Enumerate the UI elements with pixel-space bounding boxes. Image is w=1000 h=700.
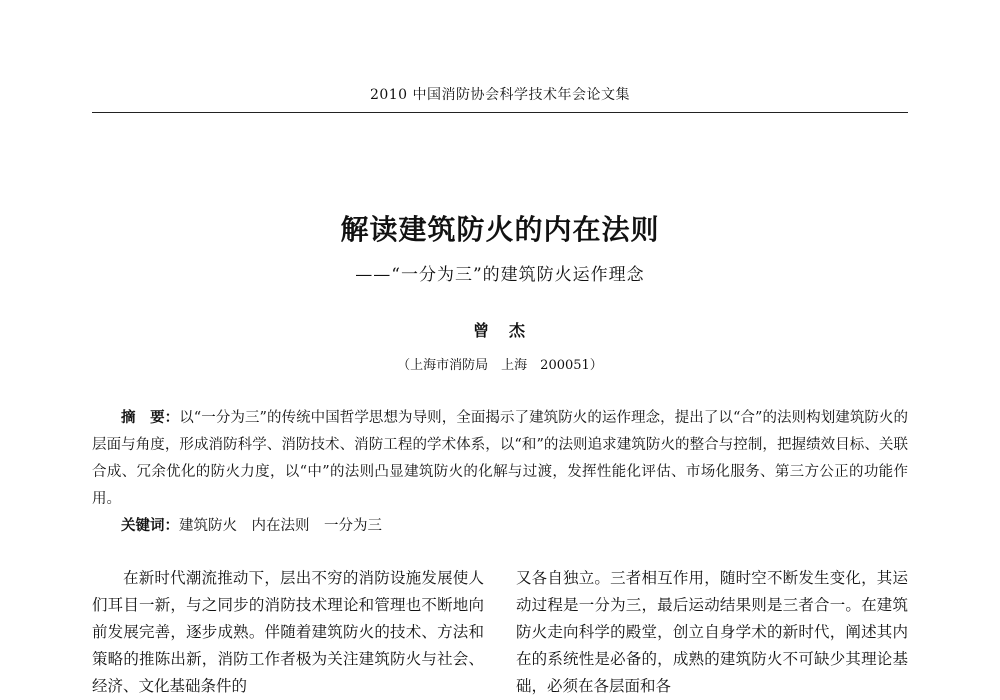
abstract xyxy=(92,404,908,513)
author-affiliation: （上海市消防局 上海 200051） xyxy=(397,358,603,373)
header-rule xyxy=(92,112,908,113)
article-subtitle: ——“一分为三”的建筑防火运作理念 xyxy=(355,265,645,285)
keywords-text: 建筑防火 内在法则 一分为三 xyxy=(179,518,382,534)
abstract-label: 摘 要： xyxy=(121,409,180,426)
article-title: 解读建筑防火的内在法则 xyxy=(340,213,660,246)
running-header: 2010 中国消防协会科学技术年会论文集 xyxy=(369,87,631,103)
keywords-label: 关键词： xyxy=(121,517,179,534)
body-left-column: 在新时代潮流推动下，层出不穷的消防设施发展使人们耳目一新，与之同步的消防技术理论和管理也不断地向前发展完善，逐步成熟。伴随着建筑防火的技术、方法和策略的推陈出新，消防工作者极为关注建筑防火与社会、经济、文化基础条件的 xyxy=(92,569,484,695)
abstract-text: 以“一分为三”的传统中国哲学思想为导则，全面揭示了建筑防火的运作理念，提出了以“合”的法则构划建筑防火的层面与角度，形成消防科学、消防技术、消防工程的学术体系，以“和”的法则追求建筑防火的整合与控制，把握绩效目标、关联合成、冗余优化的防火力度，以“中”的法则凸显建筑防火的化解与过渡，发挥性能化评估、市场化服务、第三方公正的功能作用。 xyxy=(92,410,908,507)
author-name: 曾 杰 xyxy=(472,321,527,340)
keywords xyxy=(92,512,908,540)
body-right-column: 又各自独立。三者相互作用，随时空不断发生变化，其运动过程是一分为三，最后运动结果则是三者合一。在建筑防火走向科学的殿堂，创立自身学术的新时代，阐述其内在的系统性是必备的，成熟的建筑防火不可缺少其理论基础，必须在各层面和各 xyxy=(516,569,908,695)
